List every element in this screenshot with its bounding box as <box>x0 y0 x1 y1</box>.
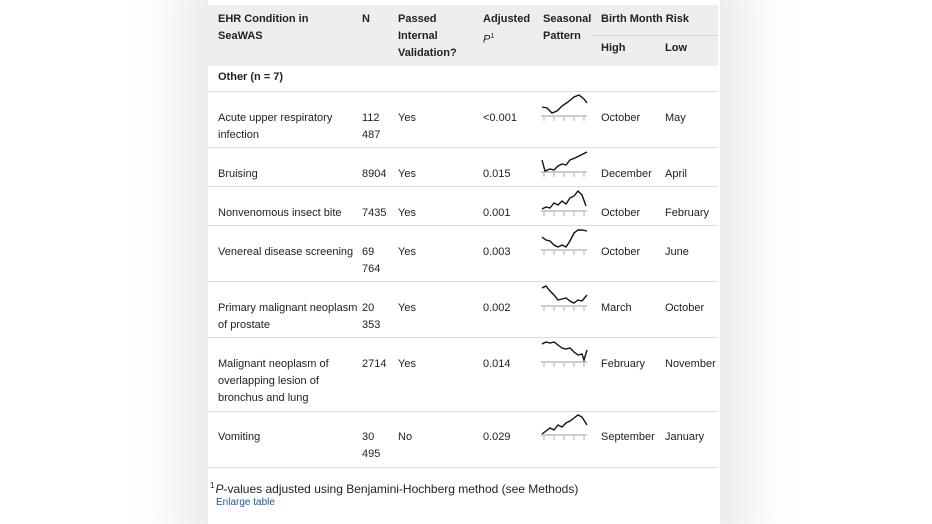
table-row-passed: Yes <box>398 112 416 124</box>
seasonal-sparkline <box>541 189 589 217</box>
table-row-high: October <box>601 246 641 258</box>
table-row-n: 112 487 <box>362 112 381 141</box>
table-row-n: 8904 <box>362 168 387 180</box>
seasonal-sparkline <box>541 413 589 441</box>
table-row-condition: Malignant neoplasm of overlapping lesion of bronchus and lung <box>218 358 329 404</box>
row-divider <box>208 186 718 187</box>
table-row-high: October <box>601 207 641 219</box>
row-divider <box>208 411 718 412</box>
table-row-high: February <box>601 358 646 370</box>
table-row-p: 0.002 <box>483 302 511 314</box>
table-row-p: <0.001 <box>483 112 517 124</box>
table-row-p: 0.014 <box>483 358 511 370</box>
table-row-p: 0.029 <box>483 431 511 443</box>
table-row-n: 20 353 <box>362 302 381 331</box>
footnote-p: P <box>215 482 224 496</box>
row-divider <box>208 281 718 282</box>
table-row-condition: Vomiting <box>218 431 261 443</box>
table-row-low: May <box>665 112 686 124</box>
table-row-low: October <box>665 302 705 314</box>
header-adjusted <box>483 11 538 49</box>
table-row-high: October <box>601 112 641 124</box>
seasonal-sparkline <box>541 94 589 122</box>
table-row-high: December <box>601 168 652 180</box>
table-row-p: 0.001 <box>483 207 511 219</box>
header-low: Low <box>665 42 687 54</box>
table-row-low: January <box>665 431 705 443</box>
table-row-p: 0.003 <box>483 246 511 258</box>
header-high: High <box>601 42 626 54</box>
header-adjusted-label: Adjusted <box>483 13 531 25</box>
seasonal-sparkline <box>541 228 589 256</box>
section-label: Other (n = 7) <box>218 71 284 83</box>
table-row-n: 30 495 <box>362 431 381 460</box>
table-row-low: November <box>665 358 716 370</box>
table-row-n: 69 764 <box>362 246 381 275</box>
footnote-text: -values adjusted using Benjamini-Hochberg method (see Methods) <box>223 482 579 496</box>
table-row-passed: Yes <box>398 358 416 370</box>
table-row-passed: Yes <box>398 246 416 258</box>
row-divider <box>208 91 718 92</box>
header-seasonal: Seasonal Pattern <box>543 13 592 42</box>
table-row-passed: Yes <box>398 168 416 180</box>
header-n: N <box>362 13 370 25</box>
table-row-low: April <box>665 168 688 180</box>
table-row-high: March <box>601 302 632 314</box>
enlarge-table-link[interactable]: Enlarge table <box>216 497 275 508</box>
table-row-passed: Yes <box>398 302 416 314</box>
footnote-sup: 1 <box>210 481 215 490</box>
table-row-passed: No <box>398 431 413 443</box>
table-footnote <box>210 481 578 496</box>
header-birth-month-risk: Birth Month Risk <box>601 13 689 25</box>
header-condition: EHR Condition in SeaWAS <box>218 13 309 42</box>
table-row-condition: Venereal disease screening <box>218 246 354 258</box>
table-row-high: September <box>601 431 655 443</box>
table-row-p: 0.015 <box>483 168 511 180</box>
seasonal-sparkline <box>541 150 589 178</box>
table-row-condition: Nonvenomous insect bite <box>218 207 342 219</box>
table-row-condition: Bruising <box>218 168 258 180</box>
table-row-condition: Primary malignant neoplasm of prostate <box>218 302 358 331</box>
seasonal-sparkline <box>541 340 589 368</box>
header-subdivider <box>593 35 718 36</box>
seasonal-sparkline <box>541 284 589 312</box>
table-row-low: February <box>665 207 710 219</box>
row-divider <box>208 337 718 338</box>
header-adjusted-p: P <box>483 33 491 46</box>
header-adjusted-sup: 1 <box>490 33 495 40</box>
table-row-n: 7435 <box>362 207 387 219</box>
table-row-passed: Yes <box>398 207 416 219</box>
table-row-low: June <box>665 246 689 258</box>
row-divider <box>208 225 718 226</box>
row-divider <box>208 147 718 148</box>
table-row-n: 2714 <box>362 358 387 370</box>
table-row-condition: Acute upper respiratory infection <box>218 112 333 141</box>
header-passed: Passed Internal Validation? <box>398 13 457 59</box>
row-divider <box>208 467 718 468</box>
